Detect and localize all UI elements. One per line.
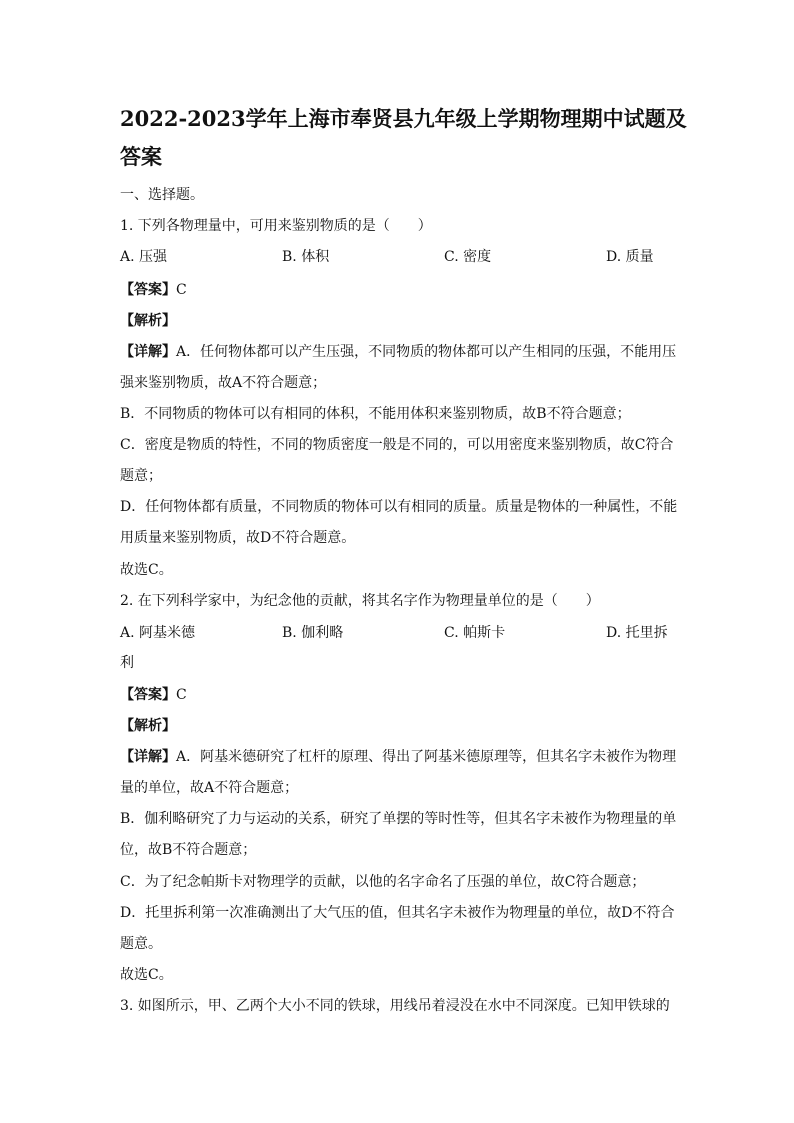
q3-stem: 3. 如图所示，甲、乙两个大小不同的铁球，用线吊着浸没在水中不同深度。已知甲铁球的 bbox=[120, 998, 670, 1014]
q1-conclusion: 故选C。 bbox=[120, 562, 173, 578]
q1-detail-line-5: 题意； bbox=[120, 468, 162, 484]
detail-tag: 【详解】 bbox=[120, 749, 176, 765]
q2-detail-line-2: 量的单位，故A不符合题意； bbox=[120, 780, 299, 796]
q2-analysis-tag: 【解析】 bbox=[120, 718, 176, 734]
q1-detail-line-3: B．不同物质的物体可以有相同的体积，不能用体积来鉴别物质，故B不符合题意； bbox=[120, 406, 631, 422]
q1-option-b: B. 体积 bbox=[282, 249, 330, 265]
q2-option-c: C. 帕斯卡 bbox=[444, 625, 506, 641]
q2-detail-line-3: B．伽利略研究了力与运动的关系，研究了单摆的等时性等，但其名字未被作为物理量的单 bbox=[120, 811, 677, 827]
q2-stem: 2. 在下列科学家中，为纪念他的贡献，将其名字作为物理量单位的是（ ） bbox=[120, 593, 600, 609]
q2-conclusion: 故选C。 bbox=[120, 967, 173, 983]
q2-detail-line-7: 题意。 bbox=[120, 936, 162, 952]
q1-option-a: A. 压强 bbox=[120, 249, 168, 265]
q1-analysis-tag: 【解析】 bbox=[120, 313, 176, 329]
title-line-2: 答案 bbox=[120, 144, 162, 169]
q1-option-c: C. 密度 bbox=[444, 249, 492, 265]
section-heading: 一、选择题。 bbox=[120, 187, 204, 203]
q1-option-d: D. 质量 bbox=[606, 249, 654, 265]
answer-value: C bbox=[176, 687, 187, 703]
detail-tag: 【详解】 bbox=[120, 344, 176, 360]
q2-answer bbox=[120, 685, 680, 705]
q2-detail-line-1: 【详解】A．阿基米德研究了杠杆的原理、得出了阿基米德原理等，但其名字未被作为物理 bbox=[120, 749, 677, 765]
q2-detail-line-5: C．为了纪念帕斯卡对物理学的贡献，以他的名字命名了压强的单位，故C符合题意； bbox=[120, 874, 646, 890]
q2-option-b: B. 伽利略 bbox=[282, 625, 344, 641]
q1-answer bbox=[120, 280, 680, 300]
answer-value: C bbox=[176, 282, 187, 298]
q1-detail-line-7: 用质量来鉴别物质，故D不符合题意。 bbox=[120, 530, 356, 546]
q1-detail-line-6: D．任何物体都有质量，不同物质的物体可以有相同的质量。质量是物体的一种属性，不能 bbox=[120, 499, 678, 515]
q1-detail-line-1: 【详解】A．任何物体都可以产生压强，不同物质的物体都可以产生相同的压强，不能用压 bbox=[120, 344, 677, 360]
answer-tag: 【答案】 bbox=[120, 282, 176, 298]
q2-option-a: A. 阿基米德 bbox=[120, 625, 196, 641]
q1-detail-line-4: C．密度是物质的特性，不同的物质密度一般是不同的，可以用密度来鉴别物质，故C符合 bbox=[120, 437, 674, 453]
q2-detail-line-4: 位，故B不符合题意； bbox=[120, 842, 257, 858]
answer-tag: 【答案】 bbox=[120, 687, 176, 703]
q2-option-wrap: 利 bbox=[120, 655, 134, 671]
q2-option-d: D. 托里拆 bbox=[606, 625, 668, 641]
title-line-1: 2022-2023学年上海市奉贤县九年级上学期物理期中试题及 bbox=[120, 106, 687, 131]
q1-detail-line-2: 强来鉴别物质，故A不符合题意； bbox=[120, 375, 327, 391]
q2-detail-line-6: D．托里拆利第一次准确测出了大气压的值，但其名字未被作为物理量的单位，故D不符合 bbox=[120, 905, 675, 921]
q1-stem: 1. 下列各物理量中，可用来鉴别物质的是（ ） bbox=[120, 218, 432, 234]
